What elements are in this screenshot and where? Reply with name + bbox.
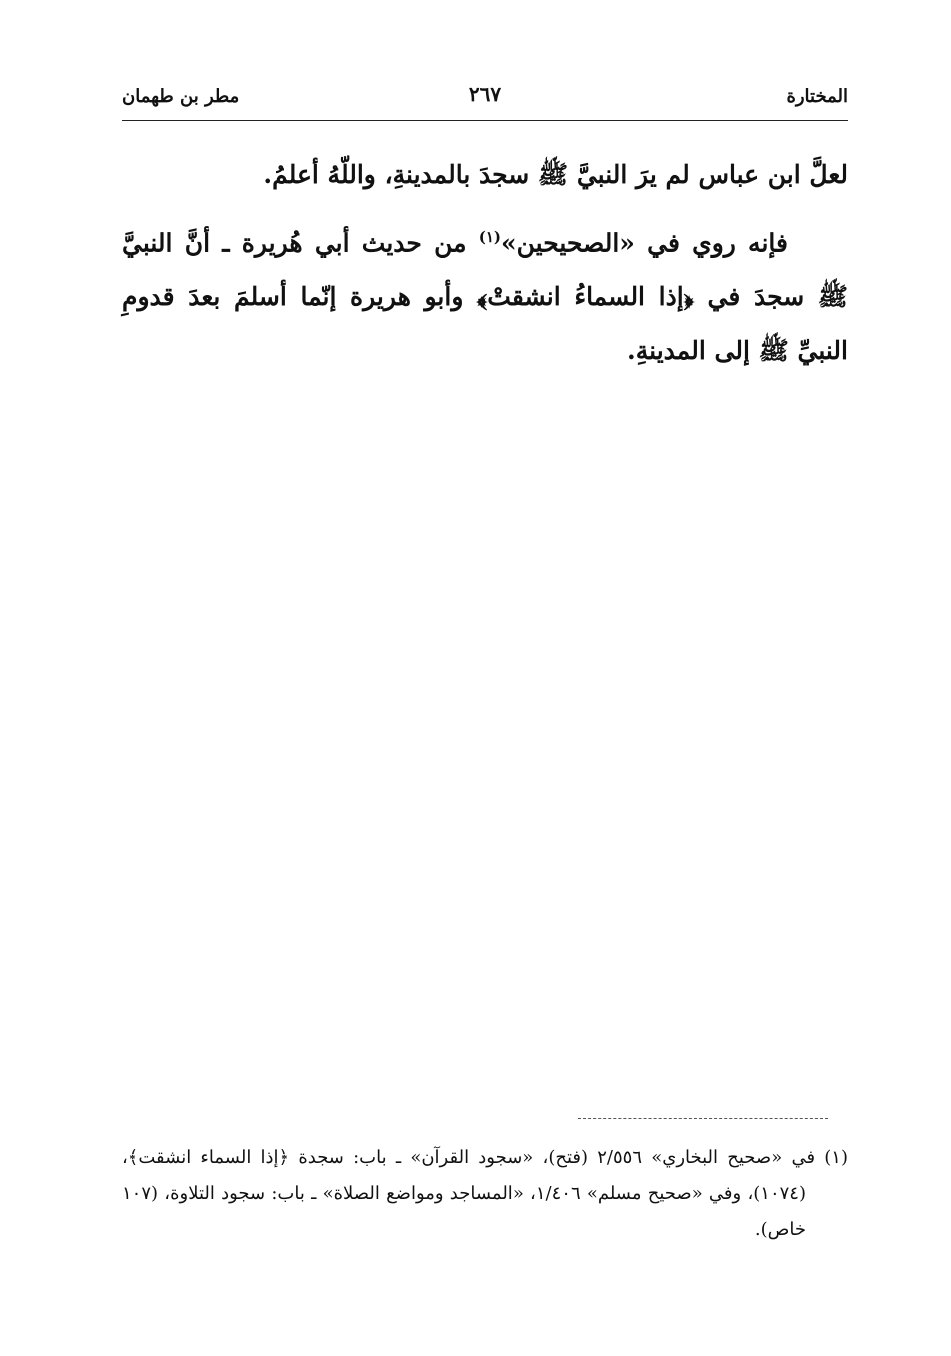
header-book-title: المختارة [786, 86, 848, 107]
footnote-divider [578, 1118, 828, 1119]
footnote-reference: (١) [478, 228, 502, 246]
paragraph-2-rest: من حديث أبي هُريرة ـ أنَّ النبيَّ ﷺ سجدَ في ﴿إذا السماءُ انشقتْ﴾ وأبو هريرة إنّما أسلمَ بعدَ قدومِ النبيِّ ﷺ إلى المدينةِ. [122, 228, 848, 366]
main-text [122, 148, 848, 378]
header-divider [122, 120, 848, 121]
header-chapter-title: مطر بن طهمان [122, 86, 240, 107]
paragraph-2 [122, 210, 848, 378]
footnotes [122, 1140, 848, 1248]
page-number: ٢٦٧ [468, 82, 502, 106]
footnote-1: (١) في «صحيح البخاري» ٢/٥٥٦ (فتح)، «سجود القرآن» ـ باب: سجدة ﴿إذا السماء انشقت﴾، (١٠٧٤)، وفي «صحيح مسلم» ١/٤٠٦، «المساجد ومواضع الصلاة» ـ باب: سجود التلاوة، (١٠٧ خاص). [122, 1147, 848, 1240]
paragraph-2-start: فإنه روي في «الصحيحين» [501, 228, 788, 258]
running-header [122, 80, 848, 110]
paragraph-1: لعلَّ ابن عباس لم يرَ النبيَّ ﷺ سجدَ بالمدينةِ، واللّهُ أعلمُ. [263, 160, 848, 189]
